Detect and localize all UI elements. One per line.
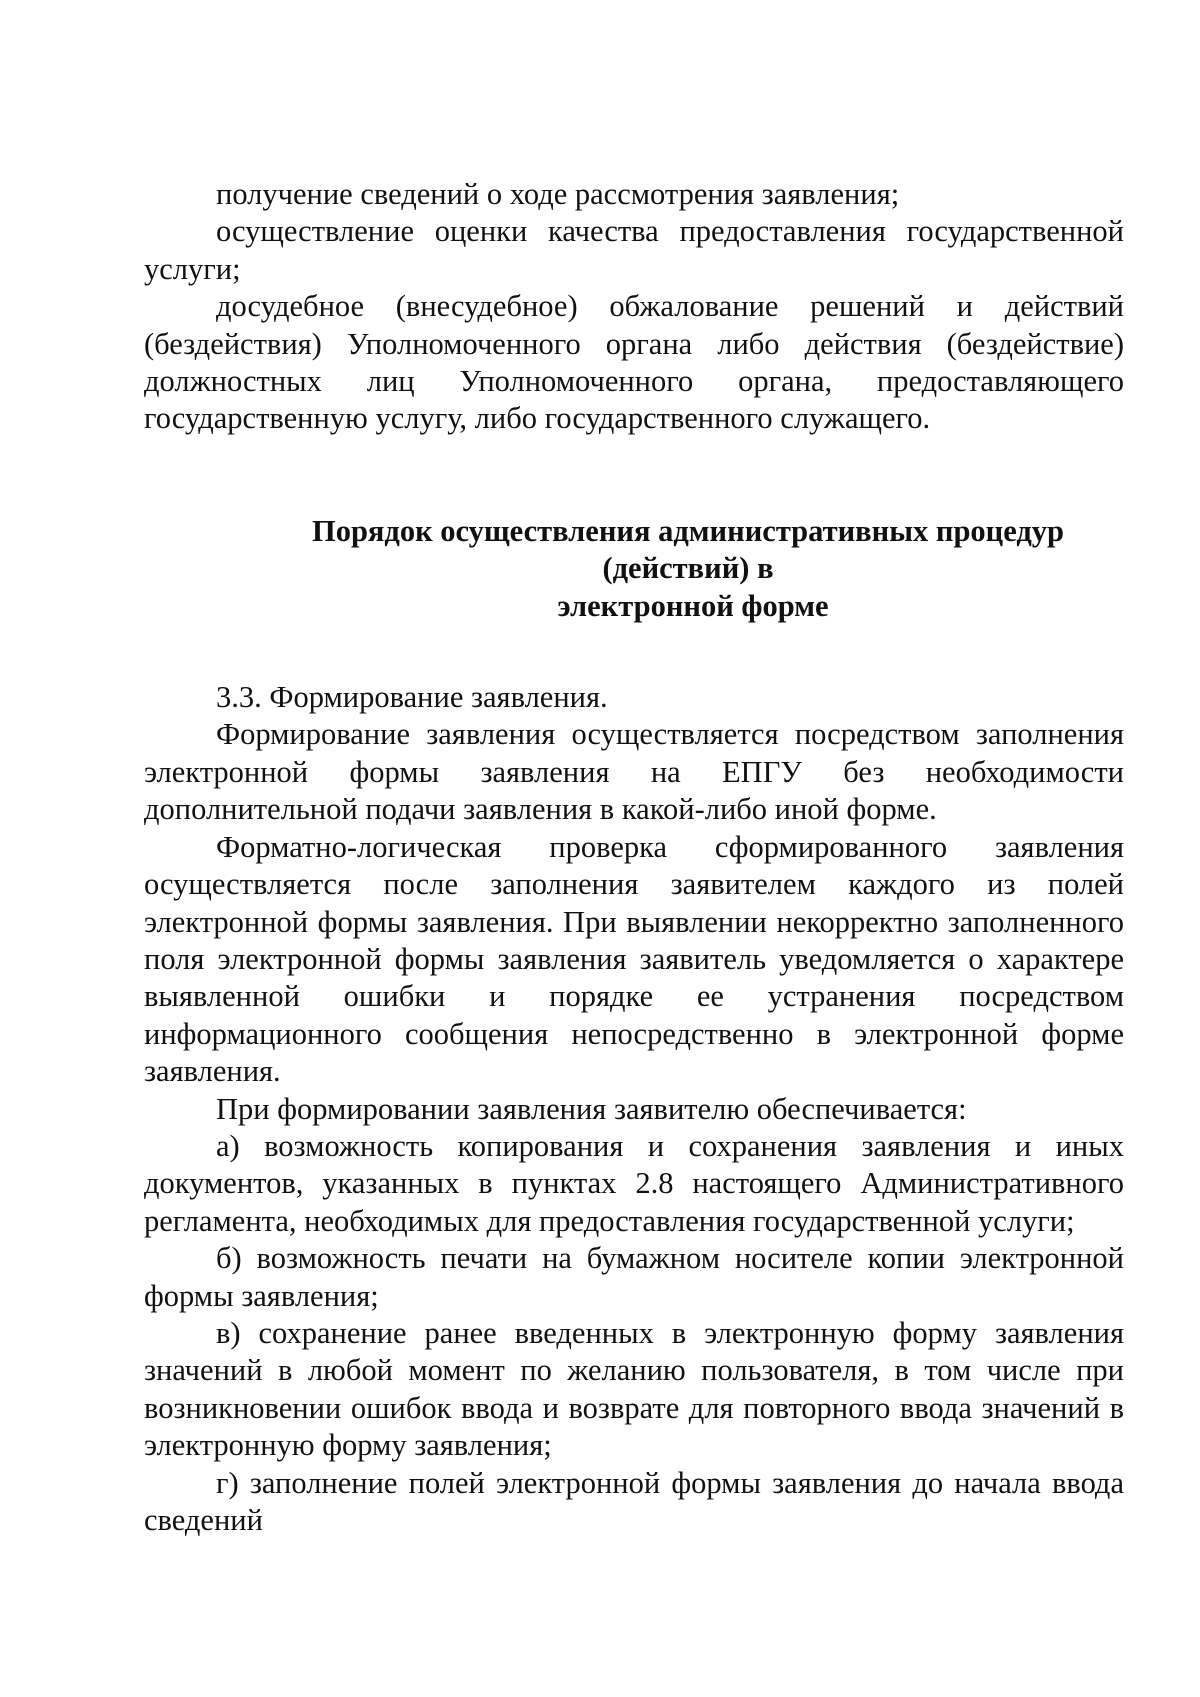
list-item-b: б) возможность печати на бумажном носителе копии электронной формы заявления; bbox=[144, 1241, 1124, 1313]
section-heading-line-1: Порядок осуществления административных процедур bbox=[311, 513, 1065, 548]
paragraph-validation: Форматно-логическая проверка сформированного заявления осуществляется после заполнения заявителем каждого из полей электронной формы заявления. При выявлении некорректно заполненного поля электронной формы заявления заявитель уведомляется о характере выявленной ошибки и порядке ее устранения посредством информационного сообщения непосредственно в электронной форме заявления. bbox=[144, 829, 1124, 1089]
section-heading-line-2: (действий) в bbox=[602, 551, 774, 586]
list-item-a: а) возможность копирования и сохранения заявления и иных документов, указанных в пунктах 2.8 настоящего Административного регламента, необходимых для предоставления государственной услуги; bbox=[144, 1128, 1124, 1238]
list-item-v: в) сохранение ранее введенных в электронную форму заявления значений в любой момент по желанию пользователя, в том числе при возникновении ошибок ввода и возврате для повторного ввода значений в электронную форму заявления; bbox=[144, 1315, 1124, 1463]
paragraph-provisions-intro: При формировании заявления заявителю обеспечивается: bbox=[216, 1091, 967, 1126]
paragraph-forming: Формирование заявления осуществляется посредством заполнения электронной формы заявления на ЕПГУ без необходимости дополнительной подачи заявления в какой-либо иной форме. bbox=[144, 717, 1124, 827]
intro-paragraph-quality: осуществление оценки качества предоставления государственной услуги; bbox=[144, 214, 1124, 286]
document-body bbox=[144, 176, 1124, 1539]
clause-title: 3.3. Формирование заявления. bbox=[216, 680, 608, 715]
list-item-g: г) заполнение полей электронной формы заявления до начала ввода сведений bbox=[144, 1465, 1124, 1537]
intro-paragraph-status: получение сведений о ходе рассмотрения заявления; bbox=[216, 177, 900, 211]
section-heading bbox=[144, 513, 1124, 625]
section-heading-line-3: электронной форме bbox=[557, 588, 829, 623]
intro-paragraph-appeal: досудебное (внесудебное) обжалование решений и действий (бездействия) Уполномоченного органа либо действия (бездействие) должностных лиц Уполномоченного органа, предоставляющего государственную услугу, либо государственного служащего. bbox=[144, 289, 1124, 436]
